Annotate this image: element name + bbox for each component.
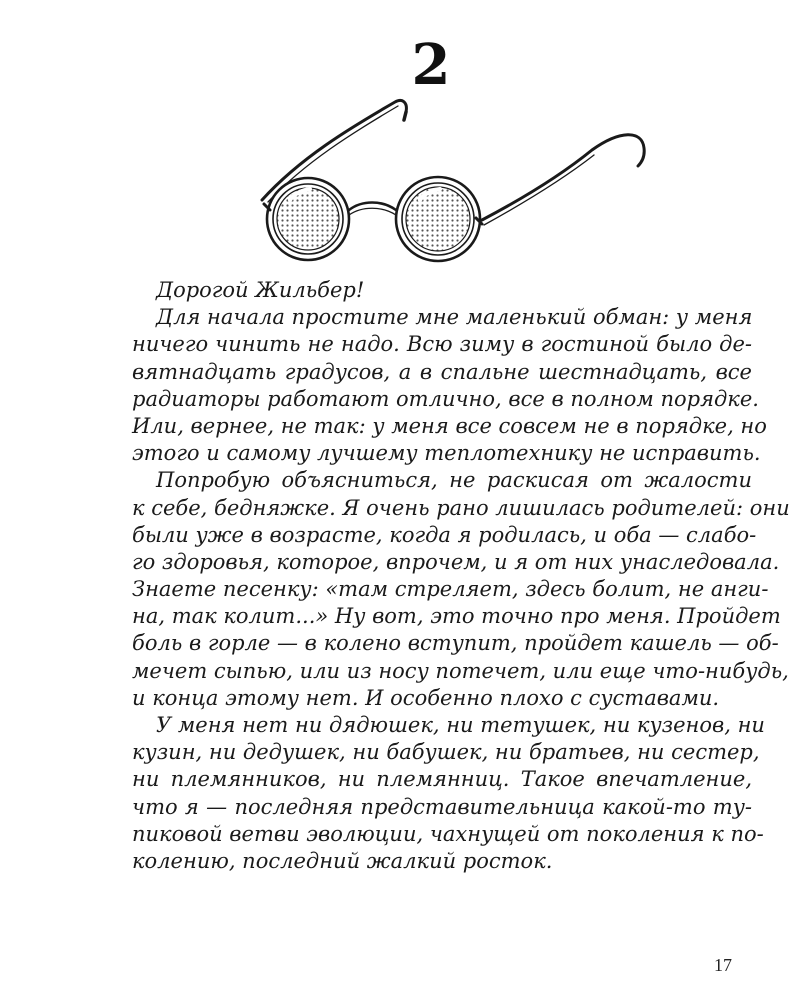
text-line: этого и самому лучшему теплотехнику не исправить. [132, 441, 761, 466]
text-line: го здоровья, которое, впрочем, и я от них унаследовала. [132, 549, 780, 574]
text-line: мечет сыпью, или из носу потечет, или еще что-нибудь, [132, 658, 789, 683]
text-line: Для начала простите мне маленький обман: у меня [156, 305, 753, 330]
text-line: Или, вернее, не так: у меня все совсем не в порядке, но [132, 413, 767, 438]
text-line: колению, последний жалкий росток. [132, 848, 553, 873]
text-line: Попробую объясниться, не раскисая от жалости [156, 468, 752, 493]
text-line: и конца этому нет. И особенно плохо с суставами. [132, 685, 720, 710]
letter-body [132, 277, 790, 875]
text-line: вятнадцать градусов, а в спальне шестнадцать, все [132, 359, 752, 384]
letter-greeting: Дорогой Жильбер! [156, 278, 365, 302]
text-line: радиаторы работают отлично, все в полном порядке. [132, 386, 759, 411]
text-line: на, так колит...» Ну вот, это точно про меня. Пройдет [132, 604, 781, 629]
text-line: боль в горле — в колено вступит, пройдет кашель — об- [132, 631, 779, 656]
round-glasses-icon [250, 88, 680, 270]
chapter-number: 2 [411, 32, 451, 98]
page-number: 17 [714, 955, 732, 975]
text-line: к себе, бедняжке. Я очень рано лишилась родителей: они [132, 495, 790, 520]
text-line: ни племянников, ни племянниц. Такое впечатление, [132, 767, 752, 792]
text-line: что я — последняя представительница какой-то ту- [132, 794, 752, 819]
text-line: пиковой ветви эволюции, чахнущей от поколения к по- [132, 821, 764, 846]
text-line: кузин, ни дедушек, ни бабушек, ни братьев, ни сестер, [132, 740, 760, 765]
text-line: Знаете песенку: «там стреляет, здесь болит, не анги- [132, 577, 769, 602]
text-line: ничего чинить не надо. Всю зиму в гостиной было де- [132, 332, 752, 357]
text-line: У меня нет ни дядюшек, ни тетушек, ни кузенов, ни [156, 713, 765, 737]
text-line: были уже в возрасте, когда я родилась, и оба — слабо- [132, 522, 757, 547]
